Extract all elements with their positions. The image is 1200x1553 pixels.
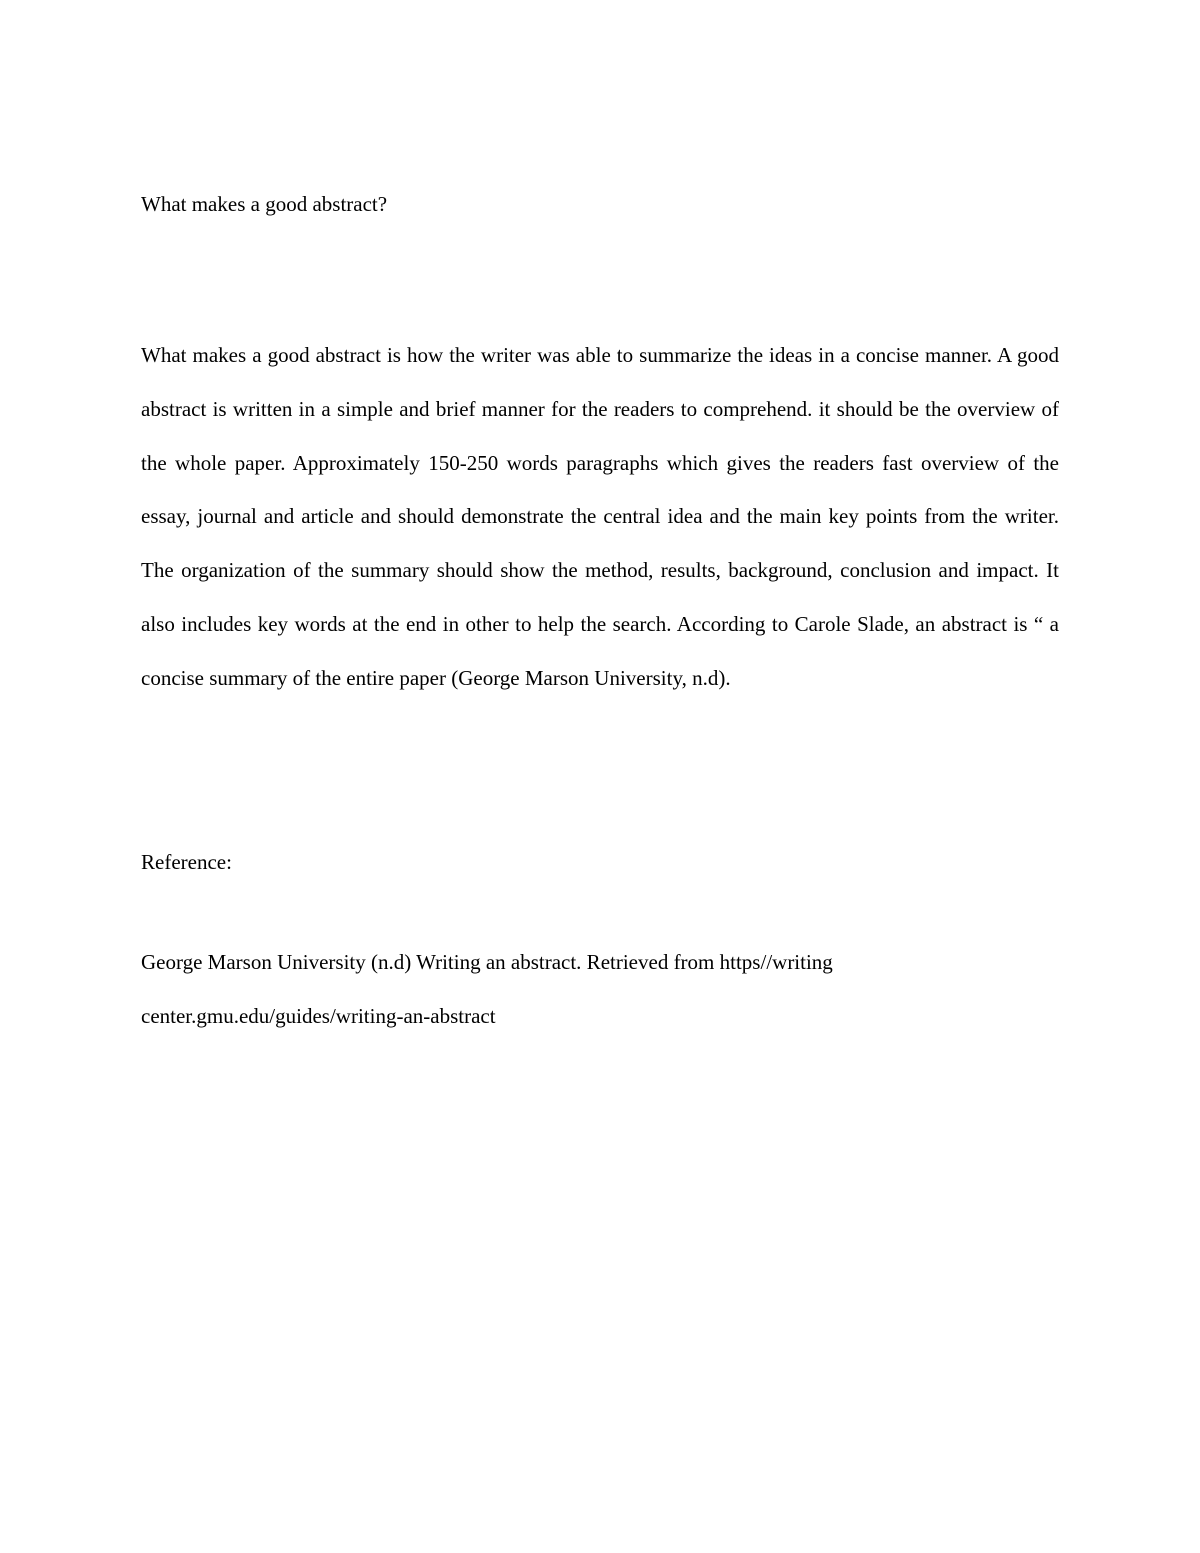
reference-line: George Marson University (n.d) Writing an abstract. Retrieved from https//writing [141,950,833,974]
reference-entry [141,936,1059,1044]
document-title: What makes a good abstract? [141,192,388,216]
reference-heading: Reference: [141,850,232,874]
abstract-paragraph: What makes a good abstract is how the writer was able to summarize the ideas in a concise manner. A good abstract is written in a simple and brief manner for the readers to comprehend. it should be the overview of the whole paper. Approximately 150-250 words paragraphs which gives the readers fast overview of the essay, journal and article and should demonstrate the central idea and the main key points from the writer. The organization of the summary should show the method, results, background, conclusion and impact. It also includes key words at the end in other to help the search. According to Carole Slade, an abstract is “ a concise summary of the entire paper (George Marson University, n.d). [141,343,1059,690]
reference-line: center.gmu.edu/guides/writing-an-abstract [141,1003,496,1028]
document-body [141,186,1059,1028]
